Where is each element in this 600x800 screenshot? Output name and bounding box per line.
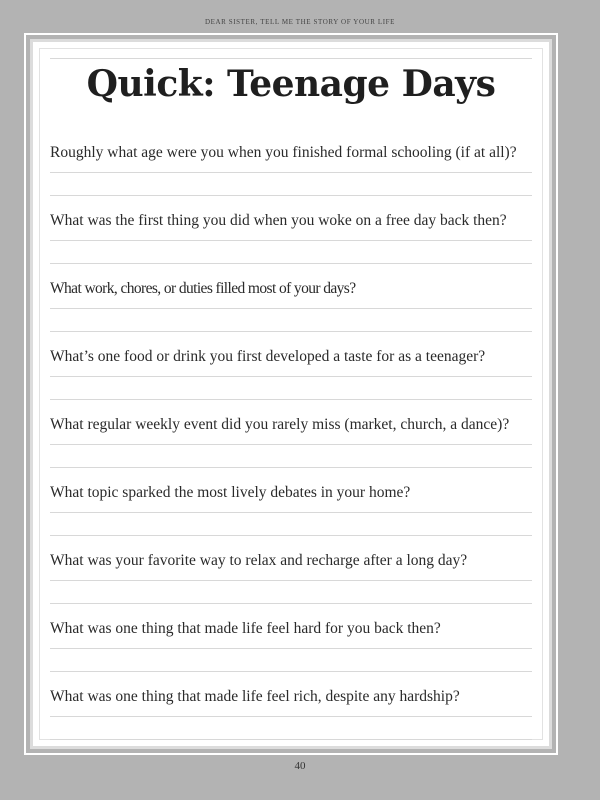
answer-line[interactable]	[50, 308, 532, 309]
question-block-2	[50, 212, 532, 280]
page-frame	[24, 33, 558, 755]
question-block-9	[50, 688, 532, 756]
page-title: Quick: Teenage Days	[86, 63, 496, 105]
answer-line[interactable]	[50, 739, 532, 740]
answer-line[interactable]	[50, 512, 532, 513]
page-number: 40	[294, 760, 306, 772]
answer-line[interactable]	[50, 172, 532, 173]
answer-line[interactable]	[50, 399, 532, 400]
question-block-7	[50, 552, 532, 620]
question-block-4	[50, 348, 532, 416]
answer-line[interactable]	[50, 331, 532, 332]
question-block-8	[50, 620, 532, 688]
answer-line[interactable]	[50, 467, 532, 468]
answer-line[interactable]	[50, 376, 532, 377]
question-text: What topic sparked the most lively debates in your home?	[50, 484, 411, 501]
question-block-1	[50, 144, 532, 212]
answer-line[interactable]	[50, 195, 532, 196]
question-block-3	[50, 280, 532, 348]
question-text: What work, chores, or duties filled most of your days?	[50, 280, 356, 297]
answer-line[interactable]	[50, 648, 532, 649]
running-header: DEAR SISTER, TELL ME THE STORY OF YOUR LIFE	[204, 18, 396, 26]
question-block-6	[50, 484, 532, 552]
answer-line[interactable]	[50, 240, 532, 241]
answer-line[interactable]	[50, 535, 532, 536]
question-text: What was one thing that made life feel rich, despite any hardship?	[50, 688, 460, 705]
answer-line[interactable]	[50, 603, 532, 604]
question-text: What regular weekly event did you rarely miss (market, church, a dance)?	[50, 416, 510, 433]
question-block-5	[50, 416, 532, 484]
question-text: What was the first thing you did when you woke on a free day back then?	[50, 212, 507, 229]
question-text: What’s one food or drink you first developed a taste for as a teenager?	[50, 348, 486, 365]
answer-line[interactable]	[50, 444, 532, 445]
question-text: What was your favorite way to relax and recharge after a long day?	[50, 552, 468, 569]
question-text: What was one thing that made life feel hard for you back then?	[50, 620, 441, 637]
question-text: Roughly what age were you when you finished formal schooling (if at all)?	[50, 144, 517, 161]
answer-line[interactable]	[50, 263, 532, 264]
worksheet-page	[39, 48, 543, 740]
answer-line[interactable]	[50, 580, 532, 581]
answer-line[interactable]	[50, 716, 532, 717]
page-frame-inner	[30, 39, 552, 749]
answer-line[interactable]	[50, 671, 532, 672]
top-divider	[50, 58, 532, 59]
